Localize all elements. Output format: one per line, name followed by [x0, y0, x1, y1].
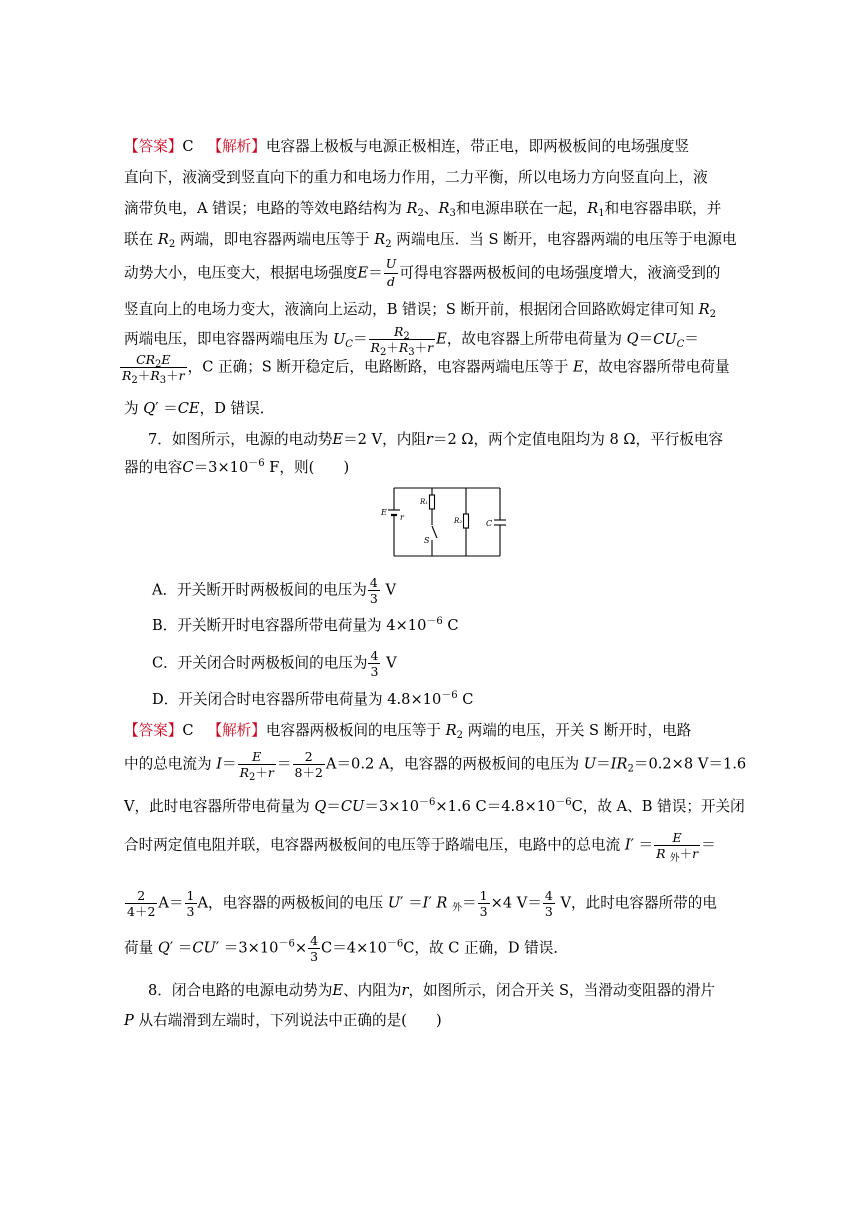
label-R1: R₁ [420, 498, 429, 506]
q6-exp-line-9: 为 Q′ ＝CE，D 错误． [124, 400, 275, 417]
q6-exp-line-3: 滴带负电，A 错误；电路的等效电路结构为 $R_2$、$R_3$和电源串联在一起，$R_1$和电容器串联，并 [124, 200, 722, 219]
q7-exp-line-2: 中的总电流为 I＝ $\frac{E}{R_2+r}$ ＝ $\frac{2}{8+2}$ A＝0.2 A，电容器的两极板间的电压为 $U=IR_2=0.2\times 8$ V＝1.6 [124, 749, 747, 783]
q7-option-c: C．开关闭合时两极板间的电压为 $\frac{4}{3}$ V [152, 648, 397, 679]
q6-exp-line-6: 竖直向上的电场力变大，液滴向上运动，B 错误；S 断开前，根据闭合回路欧姆定律可知 $R_2$ [124, 301, 716, 320]
q7-option-b: B．开关断开时电容器所带电荷量为 $4\times 10^{-6}$ C [152, 616, 459, 634]
label-R2: R₂ [454, 517, 463, 525]
label-r: r [400, 513, 404, 522]
q6-exp-line-4: 联在 $R_2$ 两端，即电容器两端电压等于 $R_2$ 两端电压．当 S 断开，电容器两端的电压等于电源电 [124, 231, 737, 250]
q7-exp-line-4: 合时两定值电阻并联，电容器两极板间的电压等于路端电压，电路中的总电流 I′ ＝ $\frac{E}{R _外+r}$ ＝ [124, 830, 716, 864]
q7-stem-line-1: 7．如图所示，电源的电动势E＝2 V，内阻r＝2 Ω，两个定值电阻均为 8 Ω，平行板电容 [148, 431, 724, 448]
label-S: S [424, 536, 430, 545]
q6-exp-line-5: 动势大小，电压变大，根据电场强度E＝ $\frac{U}{d}$ 可得电容器两极板间的电场强度增大，液滴受到的 [124, 256, 721, 289]
q7-circuit-diagram [380, 484, 506, 560]
q6-exp-line-2: 直向下，液滴受到竖直向下的重力和电场力作用，二力平衡，所以电场力方向竖直向上，液 [124, 169, 708, 186]
q7-option-a: A．开关断开时两极板间的电压为 $\frac{4}{3}$ V [152, 575, 396, 606]
q7-option-d: D．开关闭合时电容器所带电荷量为 $4.8\times 10^{-6}$ C [152, 690, 474, 708]
q6-exp-line-8: $\frac{CR_2E}{R_2+R_3+r}$ ，C 正确；S 断开稳定后，电路断路，电容器两端电压等于 E，故电容器所带电荷量 [122, 352, 730, 386]
q7-exp-line-6: 荷量 $Q' =CU' =3\times 10^{-6}\times$ $\frac{4}{3}$ $C=4\times 10^{-6}C$，故 C 正确，D 错误． [124, 933, 568, 964]
q8-stem-line-2: P 从右端滑到左端时，下列说法中正确的是( ) [124, 1012, 442, 1029]
q8-stem-line-1: 8．闭合电路的电源电动势为E、内阻为r，如图所示，闭合开关 S，当滑动变阻器的滑片 [148, 982, 715, 999]
q6-exp-line-1: 【答案】C 【解析】电容器上极板与电源正极相连，带正电，即两极板间的电场强度竖 [124, 138, 690, 155]
label-E: E [381, 508, 387, 517]
q7-exp-line-1: 【答案】C 【解析】电容器两极板间的电压等于 $R_2$ 两端的电压，开关 S 断开时，电路 [124, 722, 692, 741]
label-C: C [486, 519, 493, 528]
q6-exp-line-7: 两端电压，即电容器两端电压为 $U_C=$ $\frac{R_2}{R_2+R_3+r}$ E，故电容器上所带电荷量为 $Q=CU_C=$ [124, 324, 699, 358]
q7-exp-line-5: $\frac{2}{4+2}$ A＝ $\frac{1}{3}$ A，电容器的两极板间的电压 U′ ＝I′ R $_外$＝ $\frac{1}{3}$ ×4 V＝ $\frac{4}{3}$ V，此时电容器所带的电 [127, 888, 717, 919]
q7-exp-line-3: V，此时电容器所带电荷量为 $Q=CU=3\times 10^{-6}\times 1.6$ $C=4.8\times 10^{-6}C$，故 A、B 错误；开关闭 [124, 797, 745, 815]
q7-stem-line-2: 器的电容$C=3\times 10^{-6}$ F，则( ) [124, 458, 350, 476]
